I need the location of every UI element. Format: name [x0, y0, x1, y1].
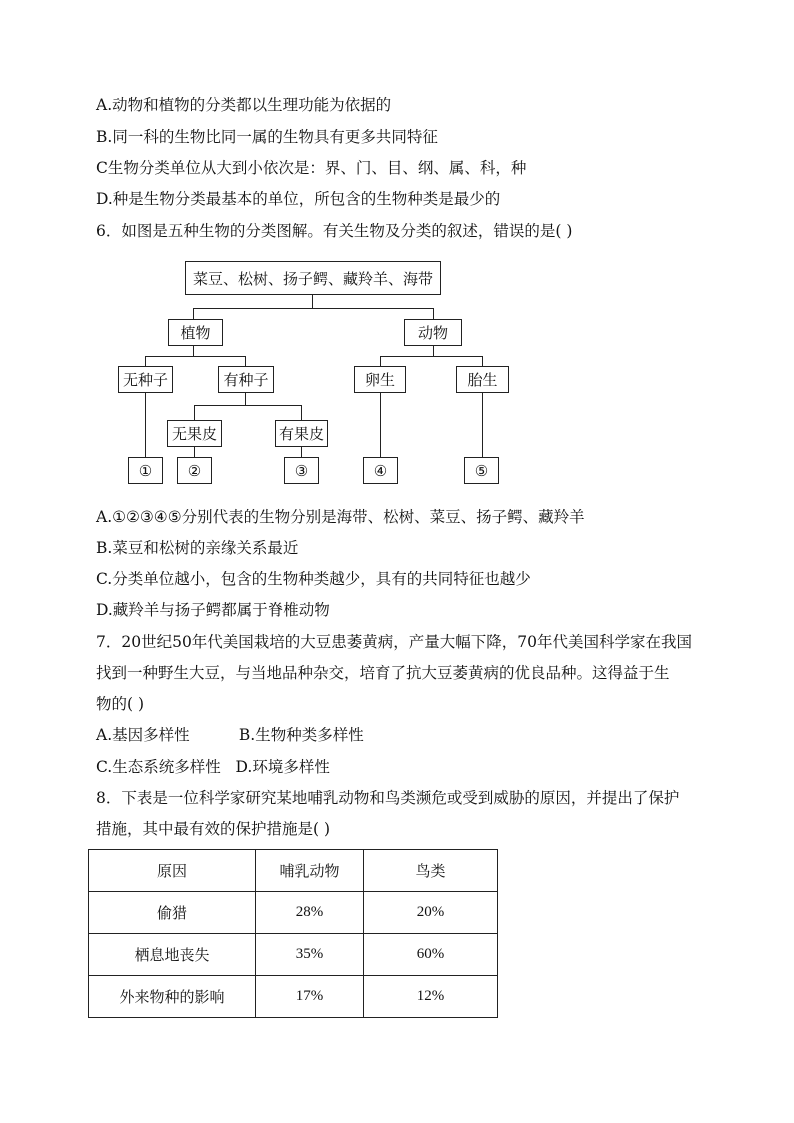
q6-option-b: B.菜豆和松树的亲缘关系最近 [96, 539, 299, 557]
diagram-animal-box: 动物 [404, 319, 462, 346]
connector [145, 393, 146, 457]
table-header-cell: 哺乳动物 [256, 850, 364, 892]
connector [380, 356, 381, 366]
q7-options-ab: A.基因多样性 B.生物种类多样性 [96, 726, 364, 744]
q8-stem-line-1: 8．下表是一位科学家研究某地哺乳动物和鸟类濒危或受到威胁的原因，并提出了保护 [96, 789, 680, 807]
q6-option-c: C.分类单位越小，包含的生物种类越少，具有的共同特征也越少 [96, 570, 531, 588]
q6-option-d: D.藏羚羊与扬子鳄都属于脊椎动物 [96, 601, 330, 619]
table-cell: 35% [256, 934, 364, 976]
table-cell: 外来物种的影响 [89, 976, 256, 1018]
connector [380, 393, 381, 457]
table-cell: 栖息地丧失 [89, 934, 256, 976]
q5-option-d: D.种是生物分类最基本的单位，所包含的生物种类是最少的 [96, 190, 501, 208]
connector [433, 308, 434, 319]
q6-stem: 6．如图是五种生物的分类图解。有关生物及分类的叙述，错误的是( ) [96, 222, 573, 240]
q7-stem-line-2: 找到一种野生大豆，与当地品种杂交，培育了抗大豆萎黄病的优良品种。这得益于生 [96, 664, 670, 682]
connector [194, 405, 195, 420]
connector [193, 308, 194, 319]
connector [301, 447, 302, 457]
connector [245, 393, 246, 405]
diagram-no-seed-box: 无种子 [118, 366, 173, 393]
diagram-root-box: 菜豆、松树、扬子鳄、藏羚羊、海带 [185, 261, 441, 295]
q5-option-c: C生物分类单位从大到小依次是：界、门、目、纲、属、科，种 [96, 159, 527, 177]
table-row [89, 892, 498, 934]
diagram-pericarp-box: 有果皮 [275, 420, 328, 447]
table-header-row [89, 850, 498, 892]
diagram-oviparous-box: 卵生 [354, 366, 406, 393]
connector [193, 308, 433, 309]
connector [301, 405, 302, 420]
table-cell: 28% [256, 892, 364, 934]
diagram-no-pericarp-box: 无果皮 [167, 420, 222, 447]
diagram-leaf-3: ③ [284, 457, 319, 484]
connector [245, 356, 246, 366]
q7-stem-line-3: 物的( ) [96, 695, 145, 713]
table-cell: 12% [364, 976, 498, 1018]
diagram-leaf-2: ② [177, 457, 212, 484]
table-cell: 60% [364, 934, 498, 976]
connector [380, 356, 482, 357]
q6-option-a: A.①②③④⑤分别代表的生物分别是海带、松树、菜豆、扬子鳄、藏羚羊 [96, 508, 585, 526]
connector [194, 405, 301, 406]
table-header-cell: 鸟类 [364, 850, 498, 892]
q7-stem-line-1: 7．20世纪50年代美国栽培的大豆患萎黄病，产量大幅下降，70年代美国科学家在我国 [96, 633, 693, 651]
table-cell: 20% [364, 892, 498, 934]
table-header-cell: 原因 [89, 850, 256, 892]
diagram-seed-box: 有种子 [218, 366, 274, 393]
connector [482, 393, 483, 457]
connector [145, 356, 245, 357]
table-row [89, 976, 498, 1018]
connector [194, 447, 195, 457]
table-row [89, 934, 498, 976]
connector [433, 346, 434, 356]
q8-stem-line-2: 措施，其中最有效的保护措施是( ) [96, 820, 331, 838]
table-cell: 偷猎 [89, 892, 256, 934]
q5-option-b: B.同一科的生物比同一属的生物具有更多共同特征 [96, 128, 438, 146]
connector [482, 356, 483, 366]
diagram-viviparous-box: 胎生 [456, 366, 509, 393]
connector [193, 346, 194, 356]
q8-data-table [88, 849, 498, 1018]
diagram-leaf-5: ⑤ [464, 457, 499, 484]
connector [312, 295, 313, 308]
q5-option-a: A.动物和植物的分类都以生理功能为依据的 [96, 96, 392, 114]
table-cell: 17% [256, 976, 364, 1018]
connector [145, 356, 146, 366]
diagram-plant-box: 植物 [168, 319, 223, 346]
diagram-leaf-1: ① [128, 457, 163, 484]
diagram-leaf-4: ④ [363, 457, 398, 484]
q7-options-cd: C.生态系统多样性 D.环境多样性 [96, 758, 330, 776]
